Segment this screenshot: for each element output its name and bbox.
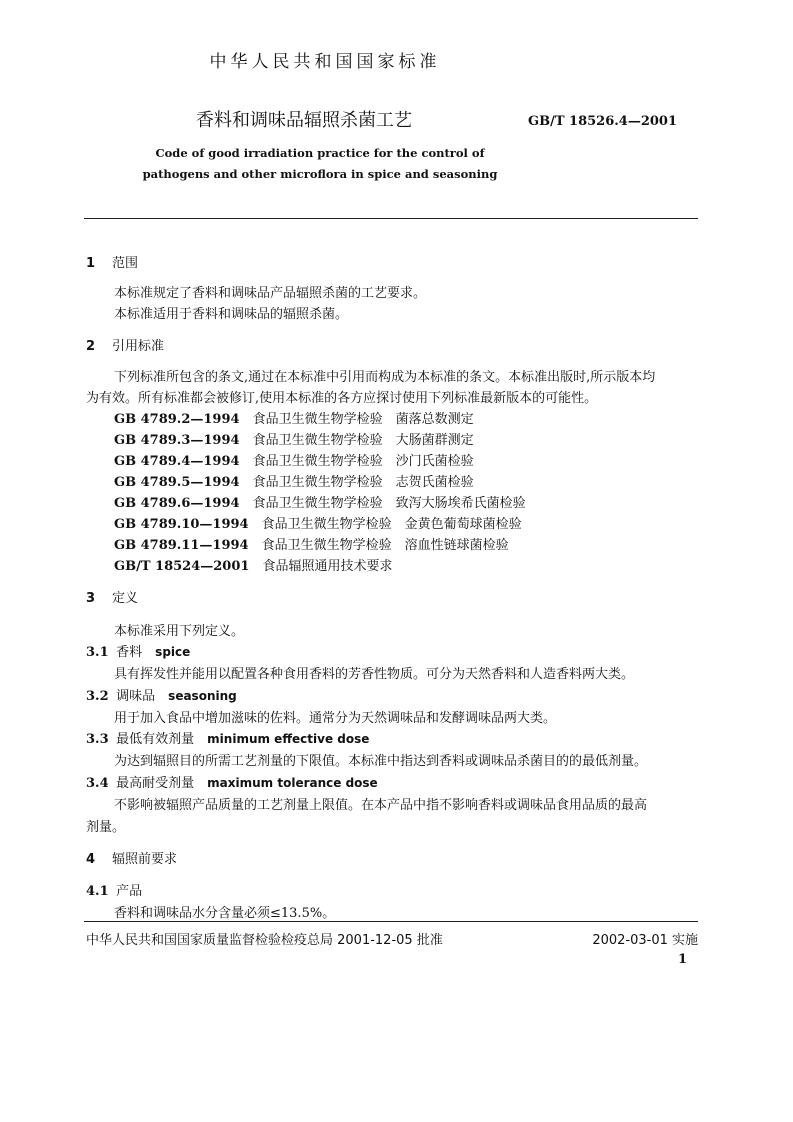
section-1-para-1: 本标准规定了香料和调味品产品辐照杀菌的工艺要求。 — [114, 286, 427, 301]
definition-3-1-text: 具有挥发性并能用以配置各种食用香料的芳香性物质。可分为天然香料和人造香料两大类。 — [114, 667, 635, 682]
section-3-heading: 3 定义 — [86, 591, 139, 606]
implementation-date: 2002-03-01 实施 — [592, 933, 698, 948]
reference-item: GB 4789.11—1994 食品卫生微生物学检验 溶血性链球菌检验 — [114, 538, 509, 553]
reference-item: GB 4789.4—1994 食品卫生微生物学检验 沙门氏菌检验 — [114, 454, 474, 469]
definition-3-1-term: 3.1 香料 spice — [86, 645, 191, 660]
definition-3-2-text: 用于加入食品中增加滋味的佐料。通常分为天然调味品和发酵调味品两大类。 — [114, 711, 557, 726]
page-number: 1 — [677, 952, 687, 967]
reference-item: GB 4789.6—1994 食品卫生微生物学检验 致泻大肠埃希氏菌检验 — [114, 496, 526, 511]
reference-item: GB 4789.5—1994 食品卫生微生物学检验 志贺氏菌检验 — [114, 475, 474, 490]
definition-3-4-term: 3.4 最高耐受剂量 maximum tolerance dose — [86, 776, 378, 791]
definition-3-3-text: 为达到辐照目的所需工艺剂量的下限值。本标准中指达到香料或调味品杀菌目的的最低剂量。 — [114, 754, 648, 769]
reference-item: GB 4789.10—1994 食品卫生微生物学检验 金黄色葡萄球菌检验 — [114, 517, 522, 532]
section-1-heading: 1 范围 — [86, 256, 139, 271]
standard-title: 香料和调味品辐照杀菌工艺 — [196, 110, 412, 131]
standard-code: GB/T 18526.4—2001 — [528, 114, 678, 129]
footer-divider — [84, 921, 698, 922]
definition-3-3-term: 3.3 最低有效剂量 minimum effective dose — [86, 732, 370, 747]
section-2-para-line-2: 为有效。所有标准都会被修订,使用本标准的各方应探讨使用下列标准最新版本的可能性。 — [86, 391, 598, 406]
section-2-heading: 2 引用标准 — [86, 339, 165, 354]
reference-item: GB 4789.3—1994 食品卫生微生物学检验 大肠菌群测定 — [114, 433, 474, 448]
definition-3-2-term: 3.2 调味品 seasoning — [86, 689, 237, 704]
subsection-4-1-text: 香料和调味品水分含量必须≤13.5%。 — [114, 906, 336, 921]
section-4-heading: 4 辐照前要求 — [86, 852, 178, 867]
title-divider — [84, 218, 698, 219]
definition-3-4-text-line-2: 剂量。 — [86, 820, 126, 835]
english-title-line-2: pathogens and other microflora in spice and seasoning — [142, 167, 498, 181]
section-2-para-line-1: 下列标准所包含的条文,通过在本标准中引用而构成为本标准的条文。本标准出版时,所示版本均 — [114, 370, 656, 385]
section-1-para-2: 本标准适用于香料和调味品的辐照杀菌。 — [114, 307, 349, 322]
reference-item: GB 4789.2—1994 食品卫生微生物学检验 菌落总数测定 — [114, 412, 474, 427]
issuing-header: 中华人民共和国国家标准 — [209, 52, 441, 72]
reference-item: GB/T 18524—2001 食品辐照通用技术要求 — [114, 559, 393, 574]
english-title-line-1: Code of good irradiation practice for the control of — [155, 146, 485, 160]
subsection-4-1-heading: 4.1 产品 — [86, 884, 143, 899]
definition-3-4-text-line-1: 不影响被辐照产品质量的工艺剂量上限值。在本产品中指不影响香料或调味品食用品质的最高 — [114, 798, 648, 813]
approval-statement: 中华人民共和国国家质量监督检验检疫总局 2001-12-05 批准 — [86, 933, 443, 948]
section-3-intro: 本标准采用下列定义。 — [114, 624, 245, 639]
